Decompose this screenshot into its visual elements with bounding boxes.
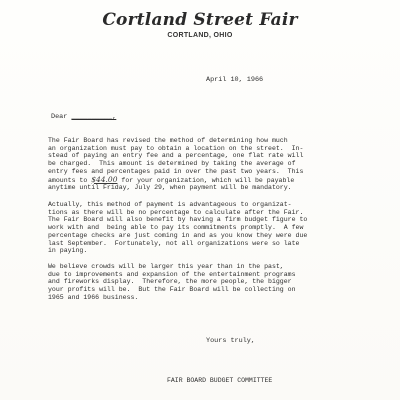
paragraph-2-line: last September. Fortunately, not all organizations were so late (48, 239, 300, 247)
paragraph-2-line: The Fair Board will also benefit by having a firm budget figure to (48, 216, 308, 224)
signature-block: FAIR BOARD BUDGET COMMITTEE (167, 377, 273, 384)
paragraph-3-line: and fireworks display. Therefore, the more people, the bigger (48, 278, 292, 286)
letterhead-title: Cortland Street Fair (102, 10, 298, 30)
paragraph-1-line: anytime until Friday, July 29, when payment will be mandatory. (48, 184, 292, 192)
paragraph-3-line: 1965 and 1966 business. (48, 293, 139, 301)
salutation-prefix: Dear (51, 113, 68, 121)
handwritten-amount: $44.00 (91, 174, 118, 184)
paragraph-2-line: work with and being able to pay its commitments promptly. A few (48, 224, 304, 232)
closing: Yours truly, (206, 337, 255, 345)
paragraph-3-line: due to improvements and expansion of the entertainment programs (48, 270, 296, 278)
amount-suffix: for your organization, which will be payable (117, 176, 295, 184)
paragraph-1 (48, 137, 303, 192)
letterhead-location: CORTLAND, OHIO (167, 32, 233, 39)
salutation (51, 114, 116, 122)
salutation-blank: __________, (71, 113, 117, 121)
paragraph-2-line: Actually, this method of payment is advantageous to organizat- (48, 201, 292, 208)
paragraph-3-line: We believe crowds will be larger this year than in the past, (48, 263, 284, 270)
letter-date: April 10, 1966 (206, 76, 264, 84)
paragraph-1-line: entry fees and percentages paid in over the past two years. This (48, 167, 304, 175)
paragraph-2-line: percentage checks are just coming in and as you know they were due (48, 231, 308, 239)
paragraph-2-line: in paying. (48, 247, 88, 255)
paragraph-2-line: tions as there will be no percentage to calculate after the Fair. (48, 208, 304, 216)
paragraph-1-line: stead of paying an entry fee and a percentage, one flat rate will (48, 152, 304, 160)
paragraph-1-amount-line (48, 176, 303, 185)
paragraph-1-line: an organization must pay to obtain a location on the street. In- (48, 144, 304, 152)
amount-prefix: amounts to (48, 176, 92, 184)
paragraph-2 (48, 201, 307, 255)
paragraph-1-line: The Fair Board has revised the method of determining how much (48, 137, 288, 144)
paragraph-3 (48, 263, 296, 302)
paragraph-1-line: be charged. This amount is determined by taking the average of (48, 160, 296, 168)
paragraph-3-line: your profits will be. But the Fair Board will be collecting on (48, 286, 296, 294)
